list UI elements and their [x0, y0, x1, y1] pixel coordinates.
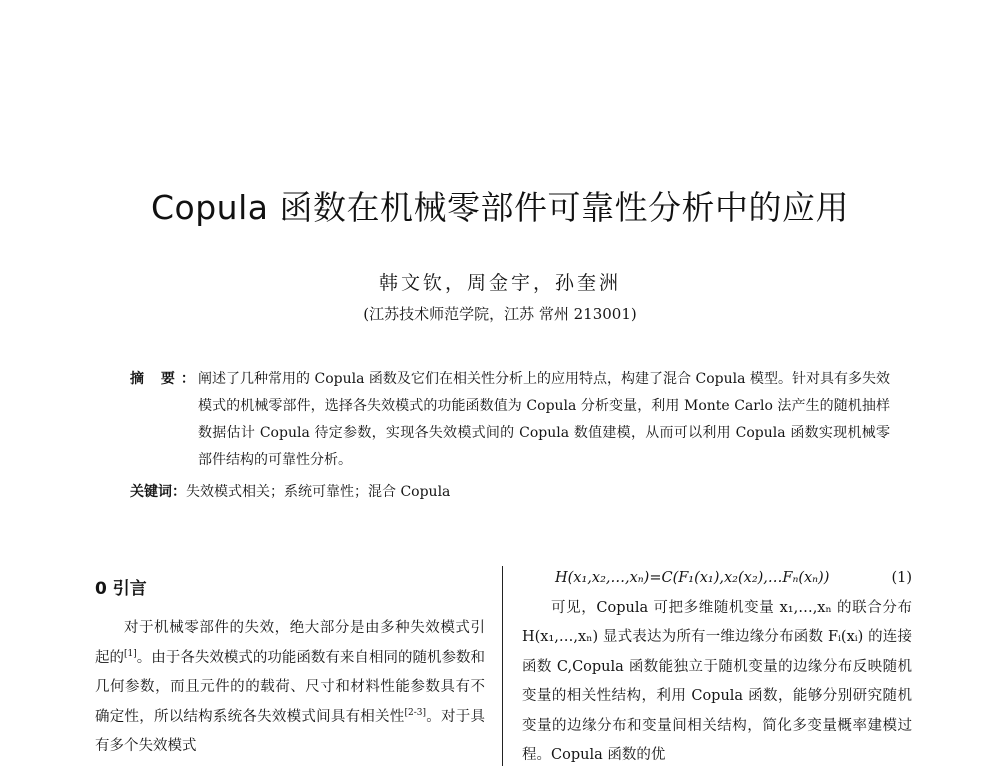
abstract-body: 阐述了几种常用的 Copula 函数及它们在相关性分析上的应用特点，构建了混合 Copula 模型。针对具有多失效模式的机械零部件，选择各失效模式的功能函数值为 Copula 分析变量，利用 Monte Carlo 法产生的随机抽样数据估计 Copula 待定参数，实现各失效模式间的 Copula 数值建模，从而可以利用 Copula 函数实现机械零部件结构的可靠性分析。 — [198, 371, 890, 468]
intro-text-2: 。由于各失效模式的功能函数有来自相同的随机参数和几何参数，而且元件的的载荷、尺寸和材料性能参数具有不确定性，所以结构系统各失效模式间具有相关性 — [95, 649, 486, 725]
right-paragraph: 可见，Copula 可把多维随机变量 x₁,…,xₙ 的联合分布 H(x₁,…,xₙ) 显式表达为所有一维边缘分布函数 Fᵢ(xᵢ) 的连接函数 C,Copula 函数能独立于随机变量的边缘分布反映随机变量的相关性结构，利用 Copula 函数，能够分别研究随机变量的边缘分布和变量间相关结构，简化多变量概率建模过程。Copula 函数的优 — [522, 599, 912, 763]
left-column — [95, 578, 485, 762]
affiliation: (江苏技术师范学院，江苏 常州 213001) — [363, 305, 637, 323]
intro-paragraph — [95, 614, 485, 762]
keywords — [130, 480, 890, 504]
citation-2: [2-3] — [404, 707, 427, 718]
abstract-label: 摘 要： — [130, 371, 201, 387]
equation-1 — [522, 564, 912, 594]
authors: 韩文钦，周金宇，孙奎洲 — [378, 272, 621, 294]
intro-text-3: 。对于具有多个失效模式 — [95, 708, 486, 754]
intro-text-1: 对于机械零部件的失效，绝大部分是由多种失效模式引起的 — [95, 620, 485, 666]
citation-1: [1] — [124, 648, 137, 659]
section-heading: 0 引言 — [95, 579, 147, 599]
equation-number: (1) — [891, 570, 912, 586]
equation-formula: H(x₁,x₂,…,xₙ)=C(F₁(x₁),x₂(x₂),…Fₙ(xₙ)) — [555, 570, 830, 586]
paper-title: Copula 函数在机械零部件可靠性分析中的应用 — [151, 188, 849, 227]
keywords-label: 关键词： — [130, 484, 186, 500]
right-column — [522, 564, 912, 771]
abstract — [130, 366, 890, 474]
keywords-body: 失效模式相关；系统可靠性；混合 Copula — [186, 484, 451, 500]
column-divider — [502, 566, 503, 766]
